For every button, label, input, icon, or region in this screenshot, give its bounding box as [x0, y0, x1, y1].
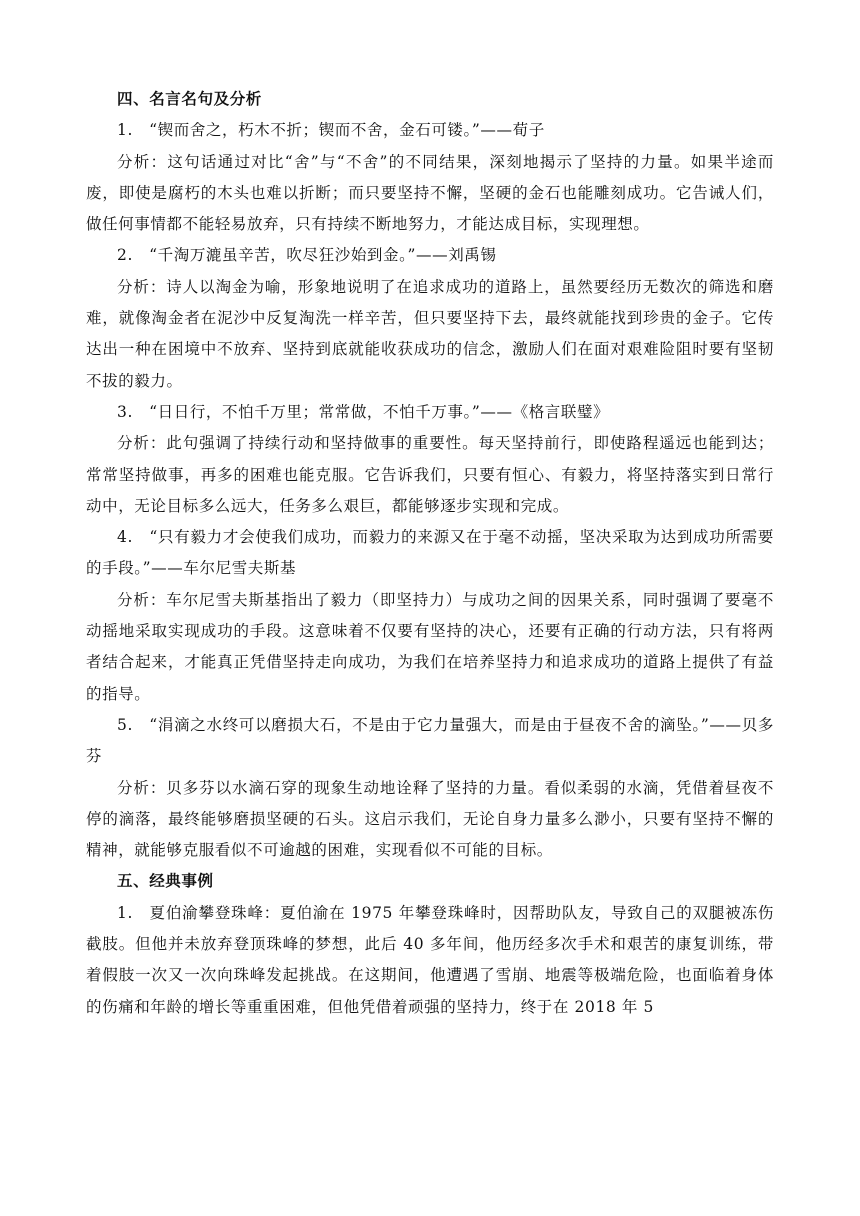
analysis-5: 分析：贝多芬以水滴石穿的现象生动地诠释了坚持的力量。看似柔弱的水滴，凭借着昼夜不停的滴落，最终能够磨损坚硬的石头。这启示我们，无论自身力量多么渺小，只要有坚持不懈的精神，就能够克服看似不可逾越的困难，实现看似不可能的目标。: [86, 778, 774, 860]
analysis-4: 分析：车尔尼雪夫斯基指出了毅力（即坚持力）与成功之间的因果关系，同时强调了要毫不动摇地采取实现成功的手段。这意味着不仅要有坚持的决心，还要有正确的行动方法，只有将两者结合起来，才能真正凭借坚持走向成功，为我们在培养坚持力和追求成功的道路上提供了有益的指导。: [86, 590, 774, 703]
quote-2: 2. “千淘万漉虽辛苦，吹尽狂沙始到金。”——刘禹锡: [117, 246, 497, 265]
analysis-3: 分析：此句强调了持续行动和坚持做事的重要性。每天坚持前行，即使路程遥远也能到达；常常坚持做事，再多的困难也能克服。它告诉我们，只要有恒心、有毅力，将坚持落实到日常行动中，无论目标多么远大，任务多么艰巨，都能够逐步实现和完成。: [86, 434, 774, 515]
analysis-2: 分析：诗人以淘金为喻，形象地说明了在追求成功的道路上，虽然要经历无数次的筛选和磨难，就像淘金者在泥沙中反复淘洗一样辛苦，但只要坚持下去，最终就能找到珍贵的金子。它传达出一种在困境中不放弃、坚持到底就能收获成功的信念，激励人们在面对艰难险阻时要有坚韧不拔的毅力。: [86, 277, 774, 390]
document-body: [86, 84, 774, 1023]
quote-3: 3. “日日行，不怕千万里；常常做，不怕千万事。”——《格言联璧》: [117, 402, 610, 421]
quote-1: 1. “锲而舍之，朽木不折；锲而不舍，金石可镂。”——荀子: [117, 121, 545, 140]
section-heading-famous-quotes: 四、名言名句及分析: [117, 90, 262, 108]
quote-4: 4. “只有毅力才会使我们成功，而毅力的来源又在于毫不动摇，坚决采取为达到成功所需要的手段。”——车尔尼雪夫斯基: [86, 528, 774, 578]
quote-5: 5. “涓滴之水终可以磨损大石，不是由于它力量强大，而是由于昼夜不舍的滴坠。”——贝多芬: [86, 715, 774, 766]
section-heading-classic-examples: 五、经典事例: [117, 872, 214, 891]
analysis-1: 分析：这句话通过对比“舍”与“不舍”的不同结果，深刻地揭示了坚持的力量。如果半途而废，即使是腐朽的木头也难以折断；而只要坚持不懈，坚硬的金石也能雕刻成功。它告诫人们，做任何事情都不能轻易放弃，只有持续不断地努力，才能达成目标，实现理想。: [86, 152, 774, 234]
example-1: 1. 夏伯渝攀登珠峰：夏伯渝在 1975 年攀登珠峰时，因帮助队友，导致自己的双腿被冻伤截肢。但他并未放弃登顶珠峰的梦想，此后 40 多年间，他历经多次手术和艰苦的康复训练，带着假肢一次又一次向珠峰发起挑战。在这期间，他遭遇了雪崩、地震等极端危险，也面临着身体的伤痛和年龄的增长等重重困难，但他凭借着顽强的坚持力，终于在 2018 年 5: [86, 903, 774, 1016]
